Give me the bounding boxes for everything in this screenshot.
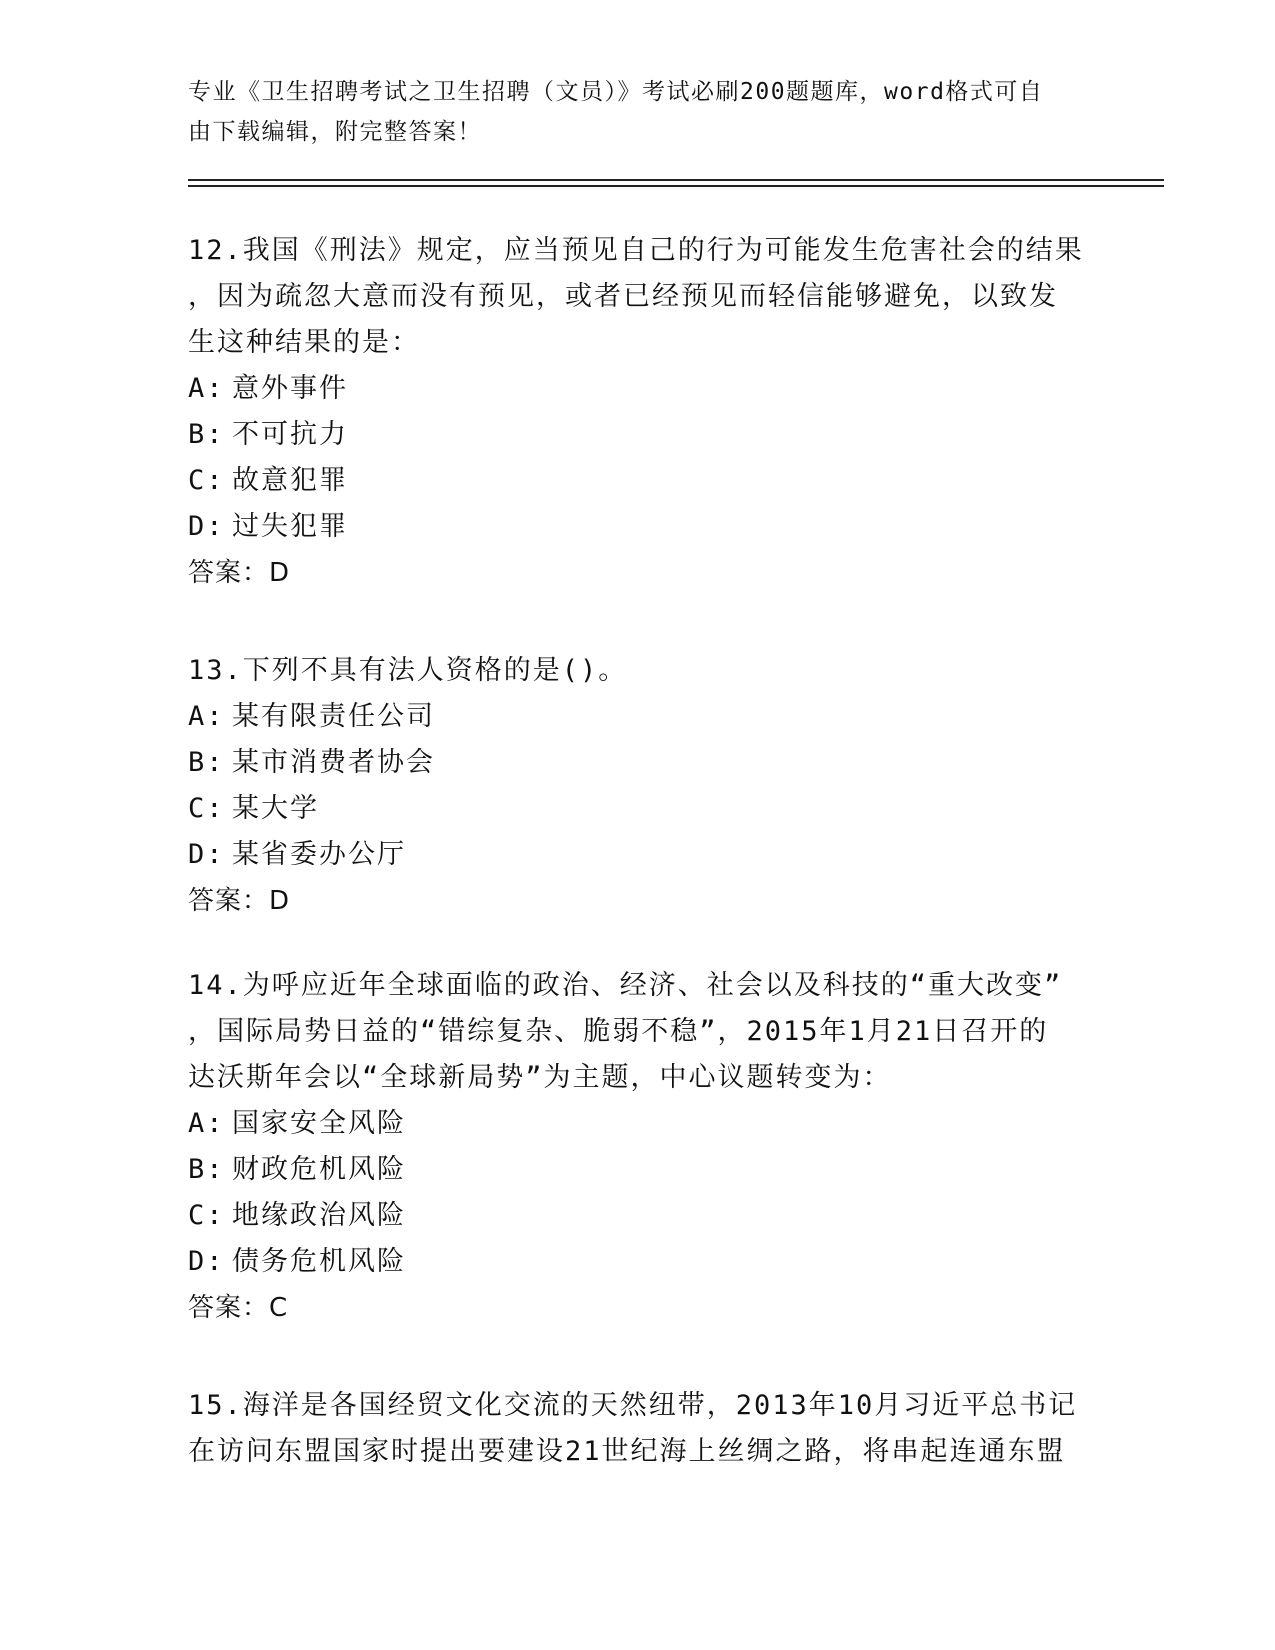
question-line: 13.下列不具有法人资格的是()。 xyxy=(188,655,628,686)
option-letter: B: xyxy=(188,747,225,778)
question-12 xyxy=(188,228,1088,596)
question-line: 12.我国《刑法》规定，应当预见自己的行为可能发生危害社会的结果 xyxy=(188,235,1084,266)
option-letter: C: xyxy=(188,1200,225,1231)
option-text: 某省委办公厅 xyxy=(232,839,406,870)
question-line: 生这种结果的是： xyxy=(188,327,420,358)
option-text: 某有限责任公司 xyxy=(232,701,435,732)
question-line: 达沃斯年会以“全球新局势”为主题，中心议题转变为： xyxy=(188,1062,892,1093)
option-d xyxy=(188,832,1088,878)
question-line: ，因为疏忽大意而没有预见，或者已经预见而轻信能够避免，以致发 xyxy=(188,281,1058,312)
option-b xyxy=(188,412,1088,458)
option-d xyxy=(188,1239,1088,1285)
option-b xyxy=(188,1147,1088,1193)
header-divider-top xyxy=(188,179,1164,181)
option-c xyxy=(188,458,1088,504)
option-text: 过失犯罪 xyxy=(232,511,348,542)
option-b xyxy=(188,740,1088,786)
question-line: ，国际局势日益的“错综复杂、脆弱不稳”，2015年1月21日召开的 xyxy=(188,1016,1049,1047)
document-header xyxy=(188,72,1068,152)
question-15 xyxy=(188,1383,1088,1475)
option-letter: B: xyxy=(188,1154,225,1185)
option-d xyxy=(188,504,1088,550)
option-text: 债务危机风险 xyxy=(232,1246,406,1277)
option-letter: D: xyxy=(188,511,225,542)
option-text: 意外事件 xyxy=(232,373,348,404)
question-13 xyxy=(188,648,1088,924)
option-text: 故意犯罪 xyxy=(232,465,348,496)
option-c xyxy=(188,1193,1088,1239)
option-text: 财政危机风险 xyxy=(232,1154,406,1185)
header-line-1: 专业《卫生招聘考试之卫生招聘（文员）》考试必刷200题题库，word格式可自 xyxy=(188,79,1044,105)
answer-line: 答案：D xyxy=(188,558,291,588)
option-letter: C: xyxy=(188,465,225,496)
header-line-2: 由下载编辑，附完整答案！ xyxy=(188,119,482,145)
option-text: 某大学 xyxy=(232,793,319,824)
answer-line: 答案：D xyxy=(188,886,291,916)
option-text: 某市消费者协会 xyxy=(232,747,435,778)
option-text: 地缘政治风险 xyxy=(232,1200,406,1231)
option-letter: A: xyxy=(188,701,225,732)
option-a xyxy=(188,1101,1088,1147)
option-letter: A: xyxy=(188,1108,225,1139)
question-line: 14.为呼应近年全球面临的政治、经济、社会以及科技的“重大改变” xyxy=(188,970,1063,1001)
option-a xyxy=(188,694,1088,740)
option-letter: A: xyxy=(188,373,225,404)
answer-line: 答案：C xyxy=(188,1293,289,1323)
question-line: 在访问东盟国家时提出要建设21世纪海上丝绸之路，将串起连通东盟 xyxy=(188,1436,1066,1467)
option-letter: D: xyxy=(188,839,225,870)
option-a xyxy=(188,366,1088,412)
option-letter: C: xyxy=(188,793,225,824)
option-text: 国家安全风险 xyxy=(232,1108,406,1139)
option-letter: D: xyxy=(188,1246,225,1277)
option-c xyxy=(188,786,1088,832)
option-letter: B: xyxy=(188,419,225,450)
question-line: 15.海洋是各国经贸文化交流的天然纽带，2013年10月习近平总书记 xyxy=(188,1390,1078,1421)
header-divider-bottom xyxy=(188,185,1164,187)
option-text: 不可抗力 xyxy=(232,419,348,450)
question-14 xyxy=(188,963,1088,1331)
